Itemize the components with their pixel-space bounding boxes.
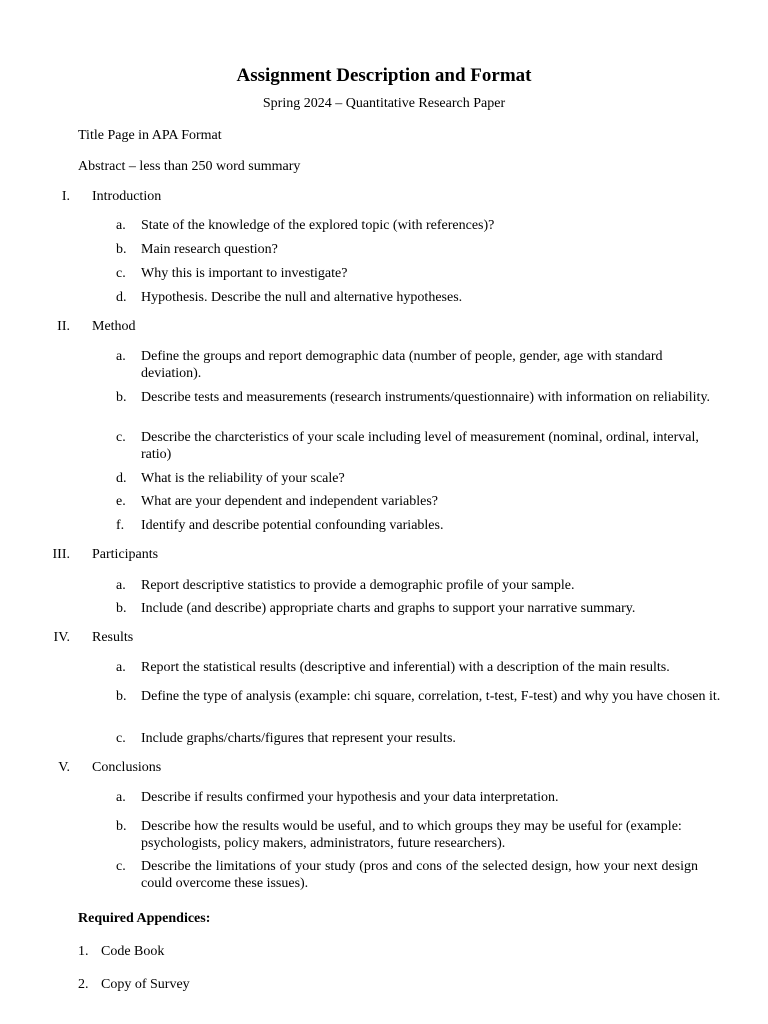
item-letter: b. [116, 601, 127, 616]
item-letter: e. [116, 494, 126, 509]
list-item: Define the type of analysis (example: chi square, correlation, t-test, F-test) and why you have chosen it. [141, 689, 721, 704]
section-heading-conclusions: Conclusions [92, 760, 162, 775]
list-item: Hypothesis. Describe the null and alternative hypotheses. [141, 290, 463, 305]
item-letter: f. [116, 518, 125, 533]
item-letter: a. [116, 349, 126, 364]
list-item: Include graphs/charts/figures that represent your results. [141, 731, 456, 746]
list-item: Main research question? [141, 242, 278, 257]
item-letter: d. [116, 471, 127, 486]
appendix-item: Copy of Survey [101, 977, 190, 992]
section-numeral: II. [57, 319, 70, 334]
item-letter: a. [116, 218, 126, 233]
list-item: Describe how the results would be useful, and to which groups they may be useful for (example: psychologists, policy makers, administrators, future researchers). [141, 819, 682, 851]
list-item: State of the knowledge of the explored topic (with references)? [141, 218, 495, 233]
list-item: Report the statistical results (descriptive and inferential) with a description of the main results. [141, 660, 670, 675]
page-subtitle: Spring 2024 – Quantitative Research Paper [262, 96, 506, 111]
item-letter: b. [116, 819, 127, 834]
section-heading-participants: Participants [92, 547, 159, 562]
item-letter: a. [116, 790, 126, 805]
list-item: Describe the limitations of your study (pros and cons of the selected design, how your next design could overcome these issues). [141, 859, 698, 891]
section-numeral: I. [61, 189, 70, 204]
list-item: Describe the charcteristics of your scale including level of measurement (nominal, ordinal, interval, ratio) [141, 430, 699, 462]
appendices-heading: Required Appendices: [78, 911, 211, 926]
section-numeral: III. [52, 547, 70, 562]
item-letter: a. [116, 660, 126, 675]
item-letter: d. [116, 290, 127, 305]
appendix-number: 1. [78, 944, 89, 959]
item-letter: b. [116, 390, 127, 405]
item-letter: c. [116, 266, 126, 281]
item-letter: b. [116, 689, 127, 704]
section-heading-method: Method [92, 319, 136, 334]
list-item: Include (and describe) appropriate charts and graphs to support your narrative summary. [141, 601, 636, 616]
list-item: What are your dependent and independent variables? [141, 494, 438, 509]
item-letter: a. [116, 578, 126, 593]
section-heading-introduction: Introduction [92, 189, 162, 204]
item-letter: c. [116, 430, 126, 445]
list-item: Why this is important to investigate? [141, 266, 348, 281]
list-item: What is the reliability of your scale? [141, 471, 345, 486]
section-numeral: IV. [53, 630, 70, 645]
title-page-line: Title Page in APA Format [78, 128, 222, 143]
appendix-item: Code Book [101, 944, 165, 959]
page-title: Assignment Description and Format [236, 65, 532, 86]
list-item: Report descriptive statistics to provide a demographic profile of your sample. [141, 578, 575, 593]
list-item: Describe if results confirmed your hypothesis and your data interpretation. [141, 790, 559, 805]
item-letter: c. [116, 859, 126, 874]
list-item: Define the groups and report demographic data (number of people, gender, age with standard deviation). [141, 349, 663, 381]
appendix-number: 2. [78, 977, 89, 992]
section-numeral: V. [58, 760, 70, 775]
item-letter: c. [116, 731, 126, 746]
section-heading-results: Results [92, 630, 134, 645]
list-item: Identify and describe potential confounding variables. [141, 518, 444, 533]
abstract-line: Abstract – less than 250 word summary [78, 159, 301, 174]
item-letter: b. [116, 242, 127, 257]
list-item: Describe tests and measurements (research instruments/questionnaire) with information on reliability. [141, 390, 711, 405]
